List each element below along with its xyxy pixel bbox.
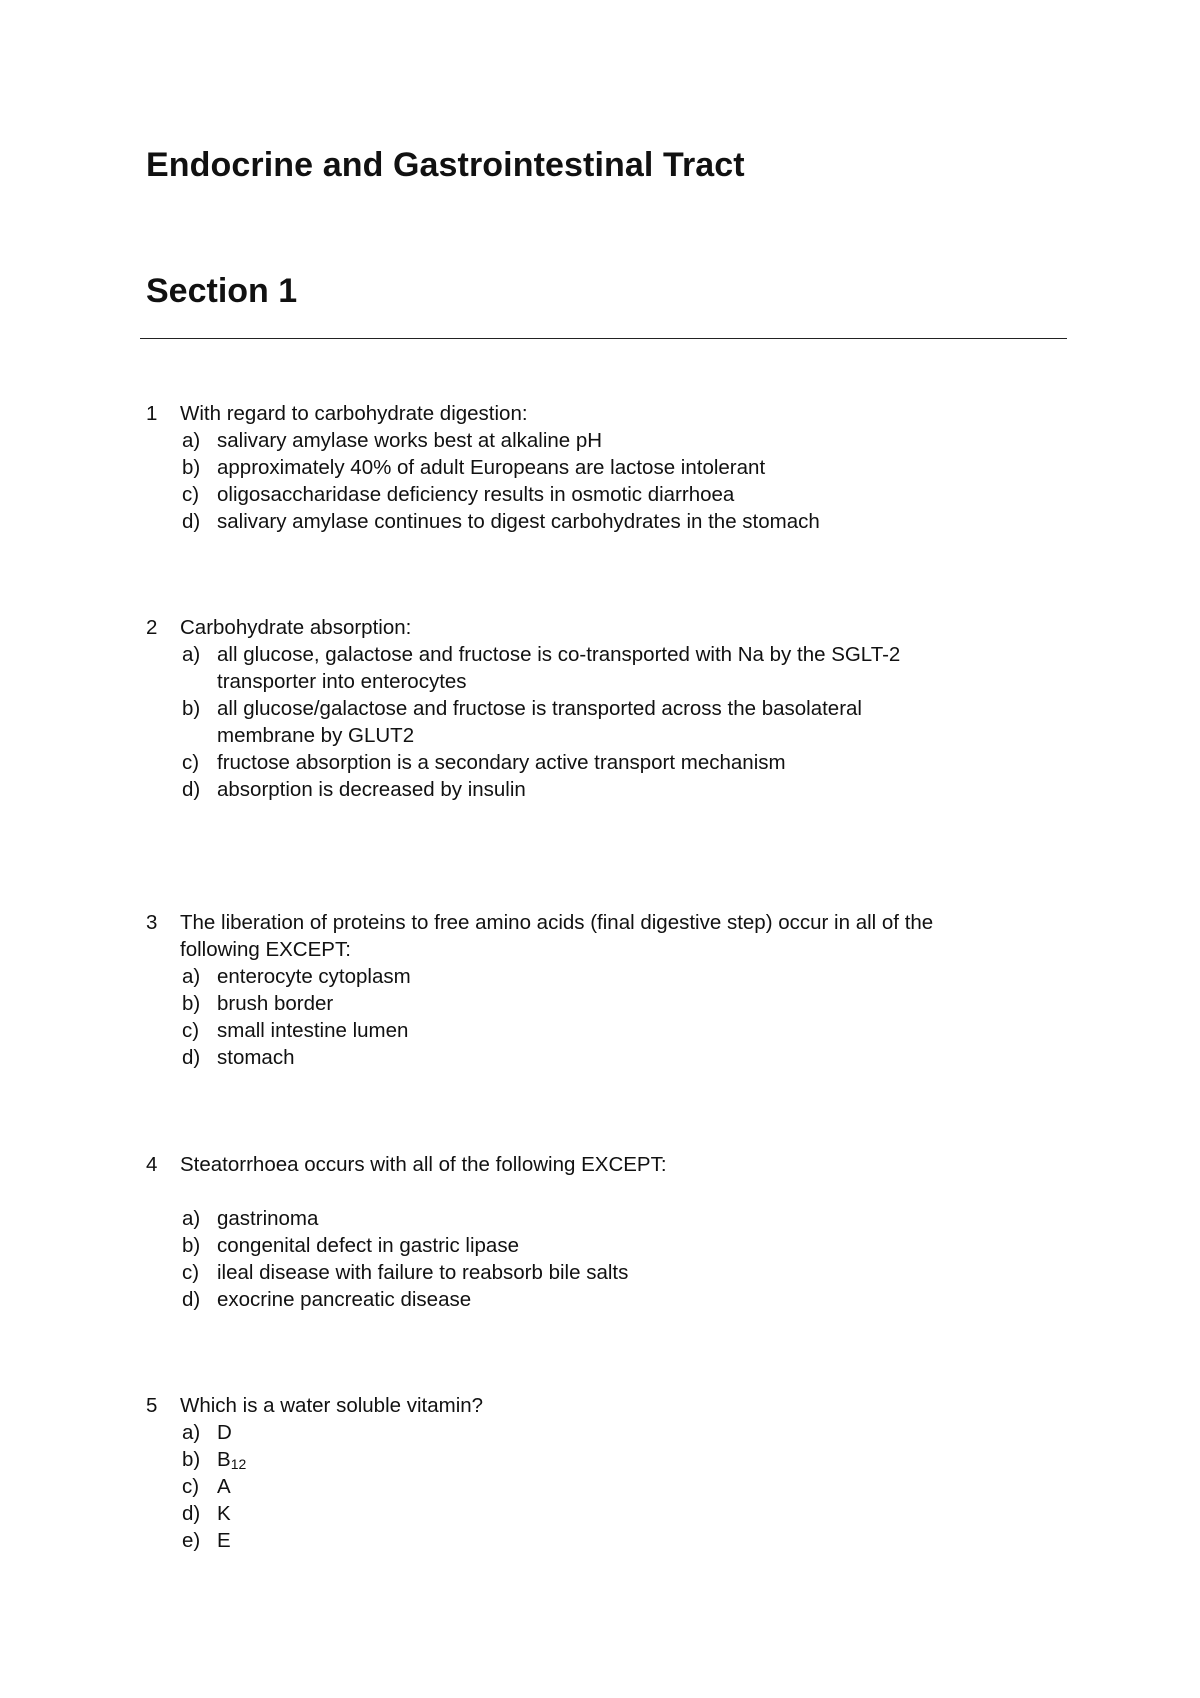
option-letter: c) <box>182 751 200 774</box>
spacer <box>0 1178 1200 1205</box>
answer-option <box>0 1286 1200 1313</box>
option-letter: d) <box>182 778 201 801</box>
question-number: 3 <box>146 911 158 934</box>
option-text: salivary amylase continues to digest carbohydrates in the stomach <box>217 510 820 533</box>
answer-option <box>0 508 1200 535</box>
answer-option <box>0 1232 1200 1259</box>
answer-option <box>0 963 1200 990</box>
option-text: D <box>217 1421 232 1444</box>
option-letter: d) <box>182 510 201 533</box>
option-text: absorption is decreased by insulin <box>217 778 526 801</box>
document-title: Endocrine and Gastrointestinal Tract <box>146 146 745 184</box>
option-text: brush border <box>217 992 334 1015</box>
option-text: enterocyte cytoplasm <box>217 965 411 988</box>
question-stem-continuation: following EXCEPT: <box>180 938 351 961</box>
question-stem: Carbohydrate absorption: <box>180 616 412 639</box>
question-2 <box>0 614 1200 803</box>
answer-option <box>0 1500 1200 1527</box>
option-text: transporter into enterocytes <box>217 670 467 693</box>
question-stem: With regard to carbohydrate digestion: <box>180 402 528 425</box>
section-heading: Section 1 <box>146 272 298 310</box>
option-text: ileal disease with failure to reabsorb bile salts <box>217 1261 629 1284</box>
vitamin-letter: B <box>217 1448 231 1471</box>
option-letter: b) <box>182 1448 201 1471</box>
option-letter: d) <box>182 1502 201 1525</box>
option-text: K <box>217 1502 231 1525</box>
answer-option <box>0 1419 1200 1446</box>
option-text <box>217 1446 246 1473</box>
option-text: exocrine pancreatic disease <box>217 1288 472 1311</box>
option-text: E <box>217 1529 231 1552</box>
option-letter: b) <box>182 1234 201 1257</box>
option-text: small intestine lumen <box>217 1019 409 1042</box>
question-1 <box>0 400 1200 535</box>
question-3 <box>0 909 1200 1071</box>
question-4 <box>0 1151 1200 1313</box>
option-letter: a) <box>182 643 201 666</box>
answer-option <box>0 1527 1200 1554</box>
question-number: 1 <box>146 402 158 425</box>
option-text: all glucose/galactose and fructose is transported across the basolateral <box>217 697 862 720</box>
answer-option <box>0 1446 1200 1473</box>
section-divider <box>140 338 1067 339</box>
option-text: fructose absorption is a secondary active transport mechanism <box>217 751 786 774</box>
answer-option <box>0 1259 1200 1286</box>
option-letter: a) <box>182 1421 201 1444</box>
option-text: all glucose, galactose and fructose is co-transported with Na by the SGLT-2 <box>217 643 901 666</box>
option-text: oligosaccharidase deficiency results in osmotic diarrhoea <box>217 483 735 506</box>
option-text: salivary amylase works best at alkaline pH <box>217 429 603 452</box>
answer-option <box>0 454 1200 481</box>
question-number: 4 <box>146 1153 158 1176</box>
option-letter: c) <box>182 1475 200 1498</box>
answer-option <box>0 990 1200 1017</box>
answer-option-continuation <box>0 722 1200 749</box>
answer-option <box>0 749 1200 776</box>
answer-option <box>0 1044 1200 1071</box>
option-text: stomach <box>217 1046 295 1069</box>
answer-option-continuation <box>0 668 1200 695</box>
option-letter: c) <box>182 483 200 506</box>
option-text: congenital defect in gastric lipase <box>217 1234 519 1257</box>
option-text: gastrinoma <box>217 1207 319 1230</box>
question-number: 5 <box>146 1394 158 1417</box>
answer-option <box>0 1473 1200 1500</box>
option-letter: b) <box>182 697 201 720</box>
option-letter: c) <box>182 1261 200 1284</box>
option-text: A <box>217 1475 231 1498</box>
vitamin-subscript: 12 <box>230 1456 247 1472</box>
answer-option <box>0 427 1200 454</box>
answer-option <box>0 1017 1200 1044</box>
option-letter: a) <box>182 1207 201 1230</box>
option-letter: e) <box>182 1529 201 1552</box>
option-letter: a) <box>182 429 201 452</box>
option-letter: c) <box>182 1019 200 1042</box>
answer-option <box>0 481 1200 508</box>
option-letter: d) <box>182 1046 201 1069</box>
option-letter: b) <box>182 992 201 1015</box>
option-text: membrane by GLUT2 <box>217 724 415 747</box>
question-number: 2 <box>146 616 158 639</box>
option-text: approximately 40% of adult Europeans are lactose intolerant <box>217 456 766 479</box>
option-letter: a) <box>182 965 201 988</box>
question-stem: Steatorrhoea occurs with all of the following EXCEPT: <box>180 1153 667 1176</box>
option-letter: b) <box>182 456 201 479</box>
question-5 <box>0 1392 1200 1554</box>
answer-option <box>0 1205 1200 1232</box>
answer-option <box>0 695 1200 722</box>
question-stem: Which is a water soluble vitamin? <box>180 1394 484 1417</box>
question-stem: The liberation of proteins to free amino acids (final digestive step) occur in all of the <box>180 911 934 934</box>
option-letter: d) <box>182 1288 201 1311</box>
answer-option <box>0 776 1200 803</box>
answer-option <box>0 641 1200 668</box>
